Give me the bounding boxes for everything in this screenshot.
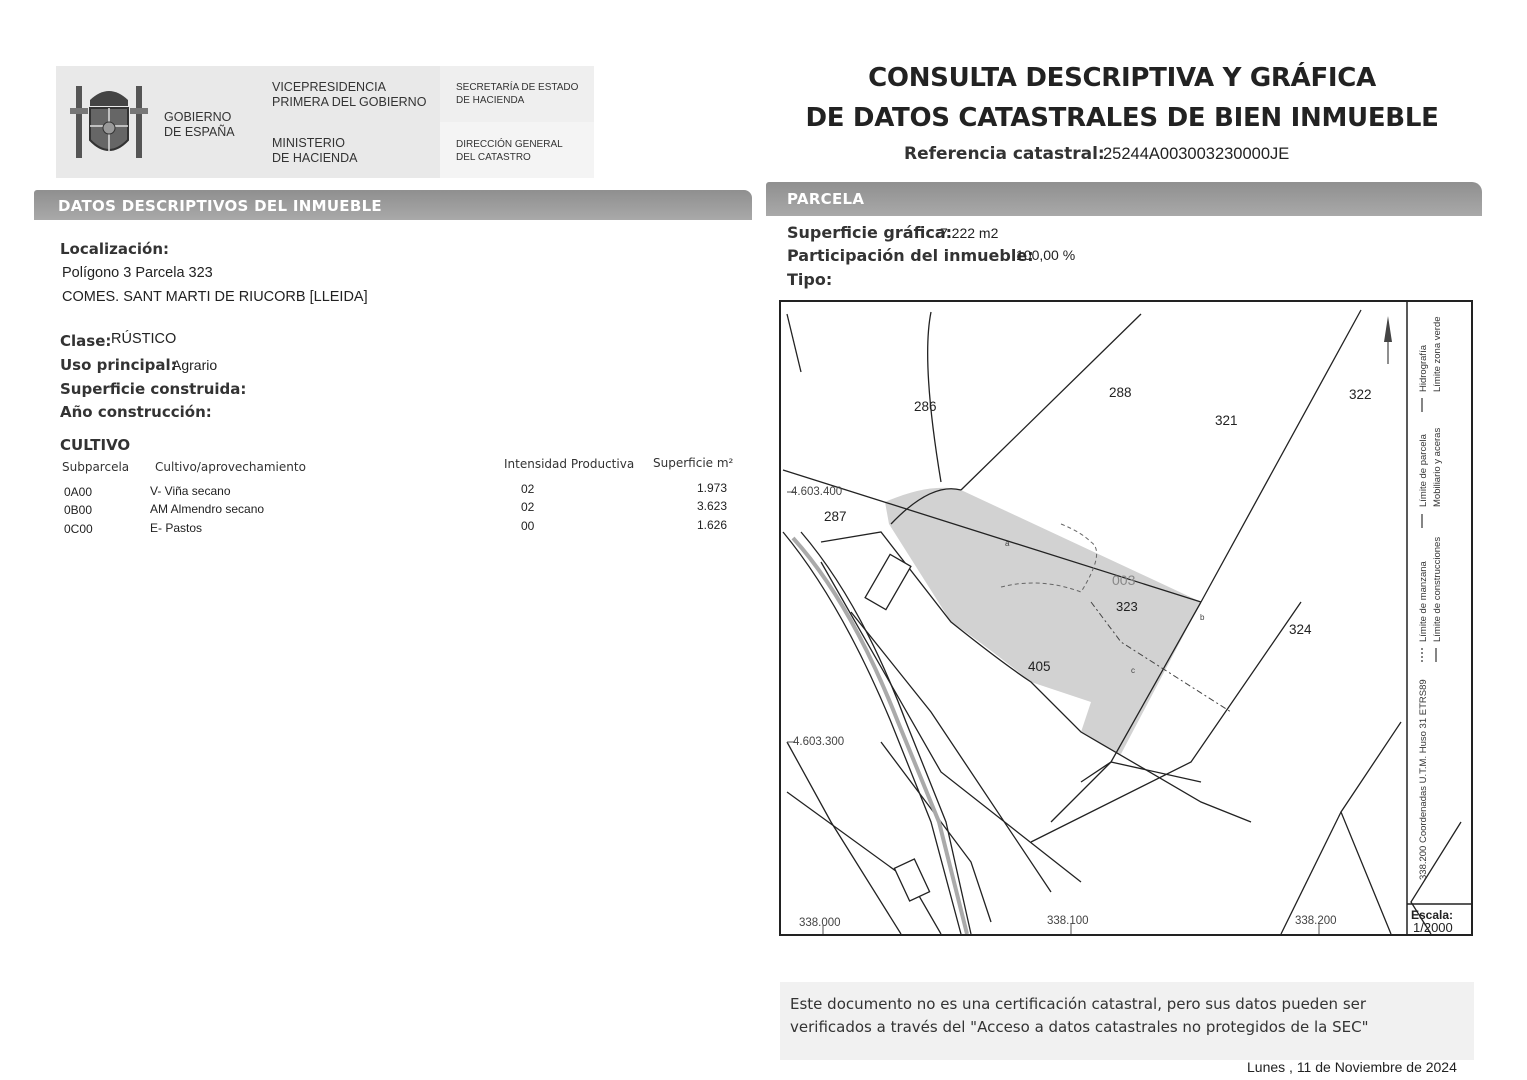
parcel-boundary — [787, 314, 801, 372]
col-subparcela: Subparcela — [62, 460, 130, 474]
legend-coordenadas: 338.200 Coordenadas U.T.M. Huso 31 ETRS89 — [1418, 679, 1429, 880]
parcel-label-286: 286 — [914, 399, 937, 414]
north-arrow-icon — [1384, 316, 1392, 342]
legend-limite-manzana: Límite de manzana — [1418, 561, 1429, 642]
row3-cultivo: E- Pastos — [150, 521, 203, 535]
vice-line2: PRIMERA DEL GOBIERNO — [272, 95, 427, 109]
row2-sup: 3.623 — [697, 499, 728, 513]
parcel-label-323: 323 — [1116, 599, 1138, 614]
parcel-label-288: 288 — [1109, 385, 1132, 400]
coord-x-338100: 338.100 — [1047, 915, 1089, 927]
subparcel-label-b: b — [1200, 613, 1205, 622]
superficie-construida-label: Superficie construida: — [60, 380, 247, 398]
row1-sub: 0A00 — [64, 485, 93, 499]
legend-limite-parcela: Límite de parcela — [1418, 434, 1429, 507]
row1-cultivo: V- Viña secano — [150, 484, 231, 498]
sec-line2: DE HACIENDA — [456, 95, 525, 106]
clase-label: Clase: — [60, 332, 112, 350]
disclaimer-box — [780, 982, 1474, 1060]
row1-int: 02 — [521, 482, 535, 496]
vice-line1: VICEPRESIDENCIA — [272, 80, 386, 94]
parcel-label-324: 324 — [1289, 622, 1312, 637]
gov-line1: GOBIERNO — [164, 110, 232, 124]
escala-value: 1/2000 — [1413, 920, 1453, 934]
row2-int: 02 — [521, 500, 535, 514]
clase-value: RÚSTICO — [111, 331, 177, 347]
parcel-boundary — [787, 742, 901, 934]
page-title-line1: CONSULTA DESCRIPTIVA Y GRÁFICA — [868, 63, 1376, 93]
escala-label: Escala: — [1411, 908, 1454, 922]
parcel-boundary — [787, 792, 941, 934]
page-title-line2: DE DATOS CATASTRALES DE BIEN INMUEBLE — [805, 103, 1439, 133]
parcel-label-003: 003 — [1112, 572, 1136, 588]
min-line1: MINISTERIO — [272, 136, 345, 150]
parcel-label-321: 321 — [1215, 413, 1238, 428]
col-intensidad: Intensidad Productiva — [504, 457, 635, 471]
parcel-boundary — [1341, 722, 1401, 934]
coat-of-arms-icon — [66, 78, 152, 166]
parcel-boundary — [961, 314, 1141, 490]
left-section-title: DATOS DESCRIPTIVOS DEL INMUEBLE — [58, 197, 382, 215]
row2-cultivo: AM Almendro secano — [150, 502, 265, 516]
parcel-label-405: 405 — [1028, 659, 1051, 674]
col-cultivo: Cultivo/aprovechamiento — [155, 460, 306, 474]
legend-mobiliario: Mobiliario y aceras — [1432, 427, 1443, 507]
row3-sup: 1.626 — [697, 518, 728, 532]
building — [865, 554, 911, 609]
subparcel-label-a: a — [1005, 539, 1010, 548]
legend-limite-construcciones: Límite de construcciones — [1432, 536, 1443, 642]
right-section-title: PARCELA — [787, 190, 865, 208]
sup-grafica-label: Superficie gráfica: — [787, 223, 953, 242]
participacion-label: Participación del inmueble: — [787, 246, 1034, 265]
ref-label: Referencia catastral: — [904, 144, 1105, 164]
coord-x-338200: 338.200 — [1295, 915, 1337, 927]
uso-value: Agrario — [172, 357, 218, 373]
localizacion-line1: Polígono 3 Parcela 323 — [62, 265, 213, 281]
row2-sub: 0B00 — [64, 503, 93, 517]
localizacion-label: Localización: — [60, 240, 170, 258]
gov-line2: DE ESPAÑA — [164, 125, 235, 139]
tipo-label: Tipo: — [787, 270, 833, 289]
row3-sub: 0C00 — [64, 522, 93, 536]
building — [894, 859, 929, 901]
dir-line1: DIRECCIÓN GENERAL — [456, 139, 563, 150]
sup-grafica-value: 7.222 m2 — [940, 225, 999, 241]
uso-label: Uso principal: — [60, 356, 177, 374]
disclaimer-text: Este documento no es una certificación catastral, pero sus datos pueden ser verificados a través del "Acceso a datos catastrales no protegidos de la SEC" — [790, 995, 1369, 1036]
legend-zona-verde: Límite zona verde — [1432, 316, 1443, 392]
coord-x-338000: 338.000 — [799, 917, 841, 929]
row3-int: 00 — [521, 519, 535, 533]
parcel-label-287: 287 — [824, 509, 847, 524]
coord-y-4603300: 4.603.300 — [793, 736, 845, 748]
localizacion-line2: COMES. SANT MARTI DE RIUCORB [LLEIDA] — [62, 289, 368, 305]
parcel-label-322: 322 — [1349, 387, 1372, 402]
cultivo-title: CULTIVO — [60, 436, 131, 454]
cadastral-map — [779, 300, 1473, 936]
min-line2: DE HACIENDA — [272, 151, 358, 165]
parcel-boundary — [1201, 310, 1361, 602]
sec-line1: SECRETARÍA DE ESTADO — [456, 82, 579, 93]
participacion-value: 100,00 % — [1016, 247, 1076, 263]
anio-construccion-label: Año construcción: — [60, 403, 212, 421]
parcel-boundary — [1051, 762, 1111, 822]
dir-line2: DEL CATASTRO — [456, 152, 531, 163]
col-superficie: Superficie m² — [653, 456, 734, 470]
coord-y-4603400: 4.603.400 — [791, 486, 843, 498]
parcel-boundary — [928, 312, 941, 482]
ref-value: 25244A003003230000JE — [1103, 145, 1290, 163]
legend-hidrografia: Hidrografía — [1418, 345, 1429, 392]
row1-sup: 1.973 — [697, 481, 728, 495]
parcel-boundary — [881, 742, 991, 922]
subparcel-label-c: c — [1131, 666, 1135, 675]
document-date: Lunes , 11 de Noviembre de 2024 — [1247, 1059, 1457, 1075]
